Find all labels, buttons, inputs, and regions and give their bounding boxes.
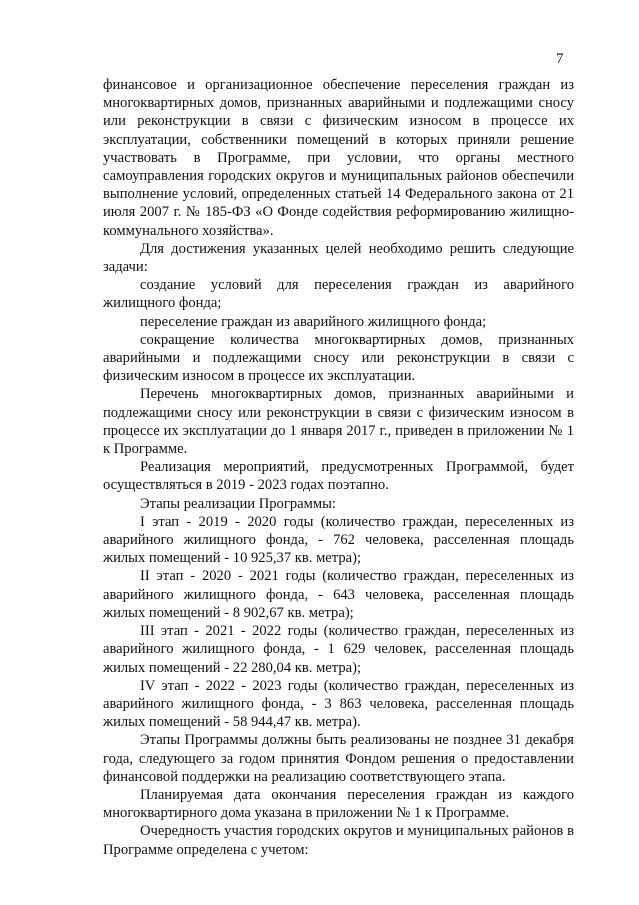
paragraph-task-conditions: создание условий для переселения граждан из аварийного жилищного фонда;	[103, 277, 574, 312]
paragraph-implementation-period: Реализация мероприятий, предусмотренных Программой, будет осуществляться в 2019 - 2023 годах поэтапно.	[103, 459, 574, 494]
paragraph-building-list: Перечень многоквартирных домов, признанных аварийными и подлежащими сносу или реконструкции в связи с физическим износом в процессе их эксплуатации до 1 января 2017 г., приведен в приложении № 1 к Программе.	[103, 386, 574, 458]
paragraph-stage-deadline: Этапы Программы должны быть реализованы не позднее 31 декабря года, следующего за годом принятия Фондом решения о предоставлении финансовой поддержки на реализацию соответствующего этапа.	[103, 732, 574, 785]
paragraph-stage-2: II этап - 2020 - 2021 годы (количество граждан, переселенных из аварийного жилищного фонда, - 643 человека, расселенная площадь жилых помещений - 8 902,67 кв. метра);	[103, 568, 574, 621]
page-number: 7	[556, 51, 564, 67]
paragraph-task-resettlement: переселение граждан из аварийного жилищного фонда;	[140, 313, 487, 330]
paragraph-stage-1: I этап - 2019 - 2020 годы (количество граждан, переселенных из аварийного жилищного фонда, - 762 человека, расселенная площадь жилых помещений - 10 925,37 кв. метра);	[103, 513, 574, 567]
paragraph-stage-4: IV этап - 2022 - 2023 годы (количество граждан, переселенных из аварийного жилищного фонда, - 3 863 человека, расселенная площадь жилых помещений - 58 944,47 кв. метра).	[103, 677, 574, 731]
paragraph-planned-end-date: Планируемая дата окончания переселения граждан из каждого многоквартирного дома указана в приложении № 1 к Программе.	[103, 786, 574, 822]
document-body	[103, 76, 574, 859]
paragraph-task-reduction: сокращение количества многоквартирных домов, признанных аварийными и подлежащими сносу или реконструкции в связи с физическим износом в процессе их эксплуатации.	[103, 331, 574, 385]
paragraph-stages-heading: Этапы реализации Программы:	[140, 495, 336, 512]
paragraph-participation-order: Очередность участия городских округов и муниципальных районов в Программе определена с учетом:	[103, 823, 574, 858]
paragraph-tasks-intro: Для достижения указанных целей необходимо решить следующие задачи:	[103, 240, 574, 276]
paragraph-stage-3: III этап - 2021 - 2022 годы (количество граждан, переселенных из аварийного жилищного фонда, - 1 629 человек, расселенная площадь жилых помещений - 22 280,04 кв. метра);	[103, 623, 574, 676]
paragraph-funding-purpose: финансовое и организационное обеспечение переселения граждан из многоквартирных домов, признанных аварийными и подлежащими сносу или реконструкции в связи с физическим износом в процессе их эксплуатации, собственники помещений в которых приняли решение участвовать в Программе, при условии, что органы местного самоуправления городских округов и муниципальных районов обеспечили выполнение условий, определенных статьей 14 Федерального закона от 21 июля 2007 г. № 185-ФЗ «О Фонде содействия реформированию жилищно-коммунального хозяйства».	[103, 77, 574, 239]
